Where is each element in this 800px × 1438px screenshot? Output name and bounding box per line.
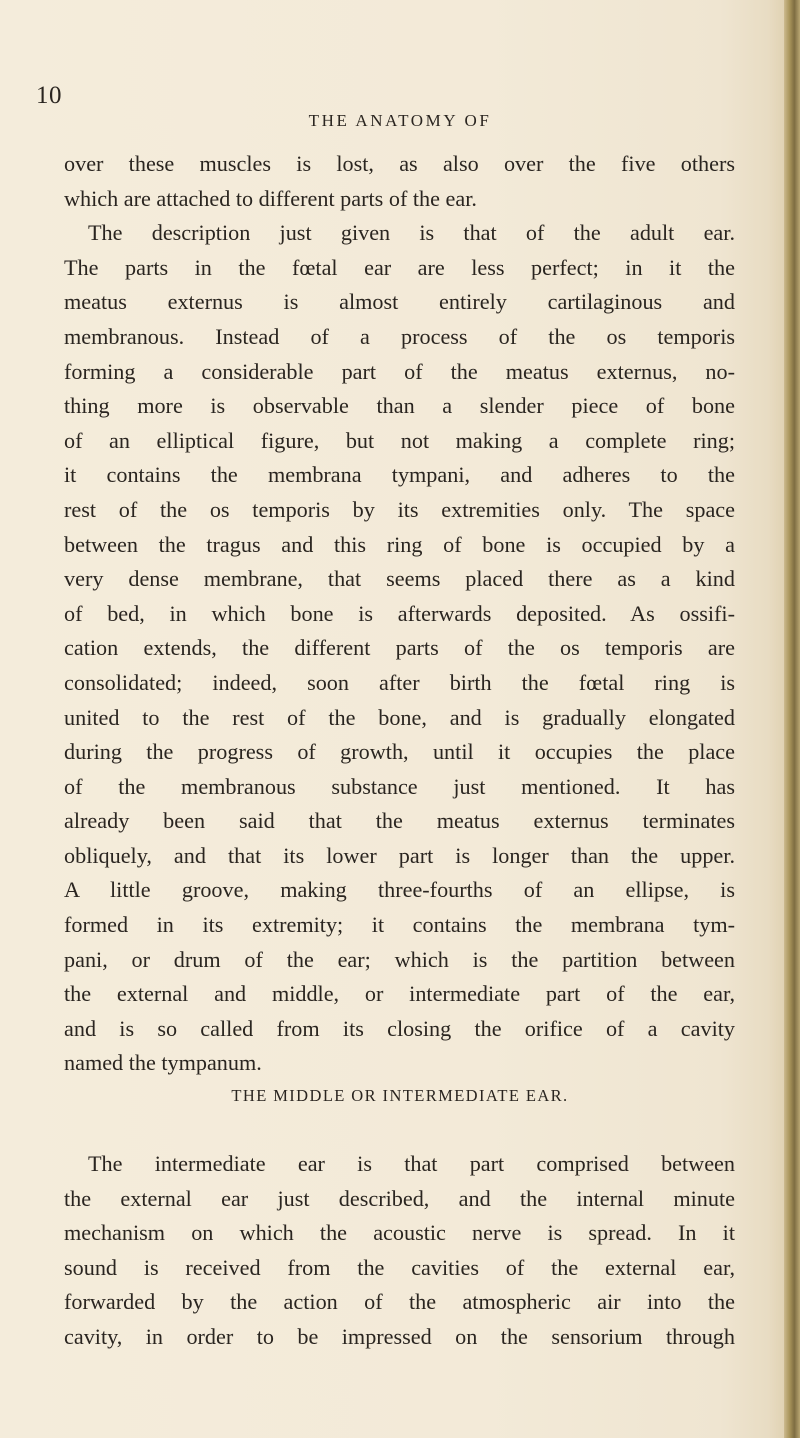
- text-line: formed in its extremity; it contains the membrana tym-: [64, 912, 735, 938]
- section-heading: THE MIDDLE OR INTERMEDIATE EAR.: [231, 1086, 569, 1105]
- body-paragraph-block-1: [64, 147, 735, 1081]
- text-line: cation extends, the different parts of the os temporis are: [64, 635, 735, 661]
- text-line: of bed, in which bone is afterwards deposited. As ossifi-: [64, 600, 735, 626]
- text-line: very dense membrane, that seems placed there as a kind: [64, 566, 735, 592]
- text-line: forwarded by the action of the atmospheric air into the: [64, 1289, 735, 1315]
- text-line: already been said that the meatus externus terminates: [64, 808, 735, 834]
- text-line: obliquely, and that its lower part is longer than the upper.: [64, 842, 735, 868]
- text-line: of an elliptical figure, but not making a complete ring;: [64, 427, 735, 453]
- running-head: THE ANATOMY OF: [308, 111, 492, 130]
- text-line: forming a considerable part of the meatus externus, no-: [64, 358, 735, 384]
- page-number: 10: [36, 82, 62, 109]
- text-line: which are attached to different parts of the ear.: [64, 185, 477, 211]
- text-line: The description just given is that of the adult ear.: [88, 220, 735, 246]
- text-line: named the tympanum.: [64, 1050, 262, 1076]
- text-line: over these muscles is lost, as also over the five others: [64, 151, 735, 176]
- text-line: it contains the membrana tympani, and adheres to the: [64, 462, 735, 488]
- text-line: cavity, in order to be impressed on the sensorium through: [64, 1323, 735, 1349]
- text-line: united to the rest of the bone, and is gradually elongated: [64, 704, 735, 730]
- text-line: between the tragus and this ring of bone is occupied by a: [64, 531, 735, 557]
- page-edge-shadow: [784, 0, 800, 1438]
- text-line: sound is received from the cavities of the external ear,: [64, 1254, 735, 1280]
- text-line: consolidated; indeed, soon after birth the fœtal ring is: [64, 669, 735, 695]
- text-line: the external and middle, or intermediate part of the ear,: [64, 981, 735, 1007]
- text-line: rest of the os temporis by its extremities only. The space: [64, 496, 735, 522]
- text-line: mechanism on which the acoustic nerve is spread. In it: [64, 1220, 735, 1246]
- text-line: thing more is observable than a slender piece of bone: [64, 393, 735, 419]
- text-line: and is so called from its closing the orifice of a cavity: [64, 1015, 735, 1041]
- text-line: the external ear just described, and the internal minute: [64, 1185, 735, 1211]
- text-line: of the membranous substance just mentioned. It has: [64, 773, 735, 799]
- text-line: A little groove, making three-fourths of an ellipse, is: [64, 877, 735, 903]
- body-paragraph-block-2: [64, 1147, 735, 1355]
- text-line: meatus externus is almost entirely cartilaginous and: [64, 289, 735, 315]
- text-line: during the progress of growth, until it occupies the place: [64, 739, 735, 765]
- text-line: pani, or drum of the ear; which is the partition between: [64, 946, 735, 972]
- text-line: The parts in the fœtal ear are less perfect; in it the: [64, 254, 735, 280]
- text-line: The intermediate ear is that part comprised between: [88, 1151, 735, 1176]
- text-line: membranous. Instead of a process of the os temporis: [64, 323, 735, 349]
